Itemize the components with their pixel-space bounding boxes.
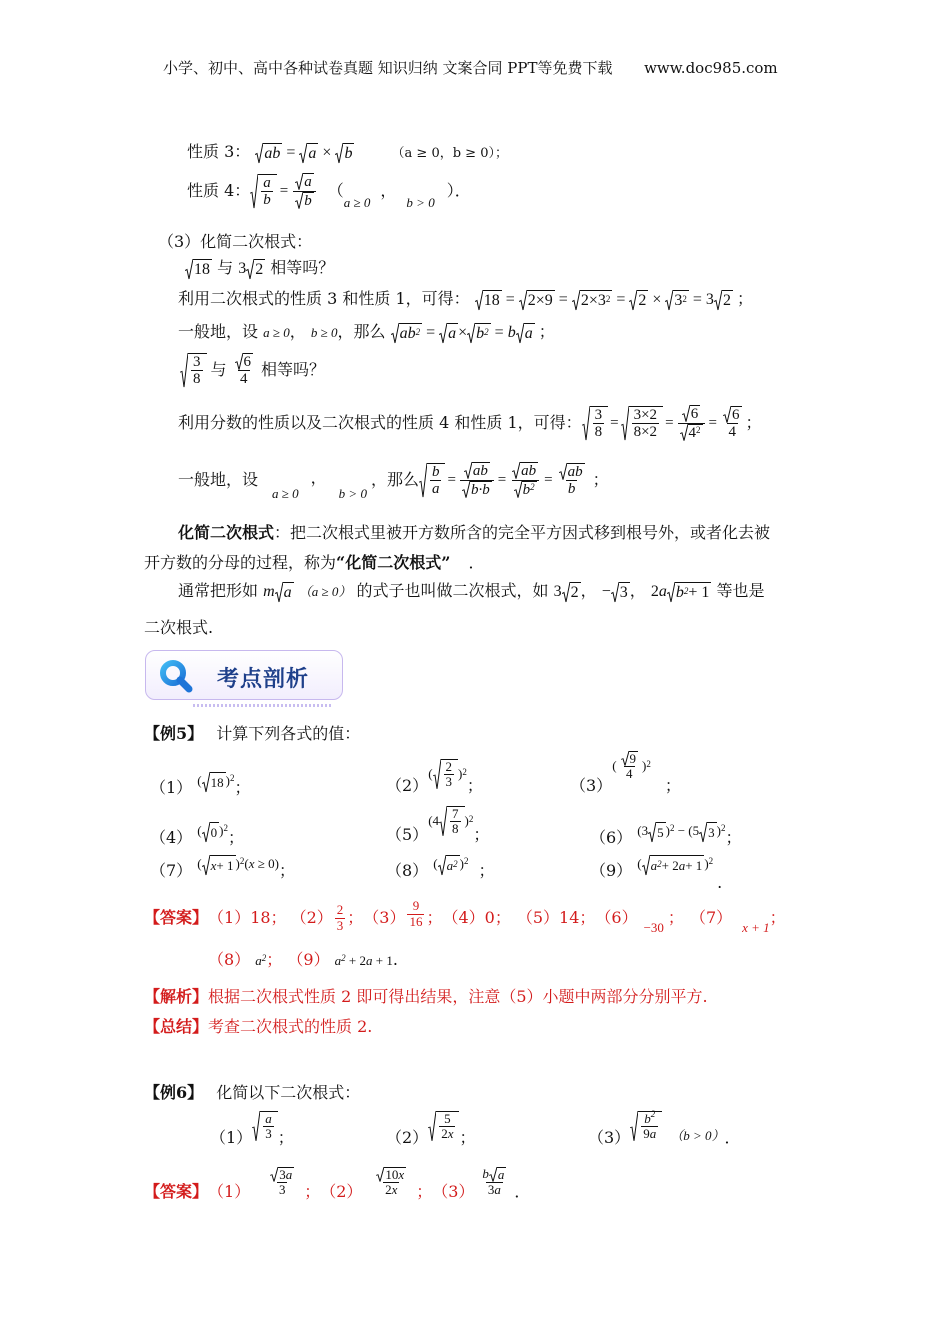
common-end: 等也是 xyxy=(716,581,765,600)
header-url[interactable]: www.doc985.com xyxy=(644,59,778,77)
example-6-prompt: 化简以下二次根式： xyxy=(216,1083,361,1102)
question-1: 18 与 3 2 相等吗？ xyxy=(185,258,334,280)
ex5-answer-2: （2） xyxy=(290,908,333,927)
ex6-item-2-label: （2） xyxy=(386,1128,429,1147)
ex6-item-2: （2） $\frac{5}{2x}$ ； xyxy=(386,1110,476,1147)
property-4-label: 性质 4： xyxy=(187,181,251,200)
question-2-mid: 与 xyxy=(210,360,227,379)
ex6-item-3-cond: （b > 0） xyxy=(670,1128,725,1143)
banner-title: 考点剖析 xyxy=(217,667,310,692)
common-form: 通常把形如 m a （a ≥ 0） 的式子也叫做二次根式，如 3 2 ， − 3 ， 2a b $^2$ + 1 等也是 xyxy=(178,581,765,601)
section-banner xyxy=(145,650,343,706)
general-1: 一般地，设 a ≥ 0， b ≥ 0，那么 ab $^2$ = a × b $^2$ = b a ； xyxy=(178,322,555,342)
ex5-item-5: （5） (4 $\frac{7}{8}$ ) $^2$ ； xyxy=(386,805,490,844)
ex5-item-2: （2） ( $\frac{2}{3}$ ) $^2$ ； xyxy=(386,758,483,795)
example-6-header xyxy=(144,1083,360,1103)
property-4-cond-a: a ≥ 0 xyxy=(343,195,371,210)
example-5-header xyxy=(144,724,360,744)
definition xyxy=(178,523,770,543)
ex6-item-3-label: （3） xyxy=(588,1128,631,1147)
ex5-item-6: （6） (3 5 )$^2$ − (5 3 )$^2$； xyxy=(590,823,742,847)
property-4: 性质 4： $\frac{a}{b}$ = $\frac{a}{b}$ （ a ≥ 0 ， b > 0 ）． xyxy=(187,166,471,216)
ex5-answer-4: （4）0； xyxy=(442,908,511,927)
derivation-1-text: 利用二次根式的性质 3 和性质 1，可得： xyxy=(178,289,470,308)
ex5-summary-text: 考查二次根式的性质 2. xyxy=(208,1017,373,1036)
ex5-answer-7: （7） xyxy=(689,908,733,927)
section-3-title: （3）化简二次根式： xyxy=(158,232,313,251)
ex5-item-3-label: （3） xyxy=(570,776,613,795)
ex5-answer-9: （9） xyxy=(287,950,330,969)
ex5-item-6-label: （6） xyxy=(590,828,633,847)
ex5-answer-7-value: x + 1 xyxy=(742,920,770,935)
definition-quote: “化简二次根式” xyxy=(336,553,451,572)
example-5-prompt: 计算下列各式的值： xyxy=(216,724,361,743)
ex5-answer-1: （1）18； xyxy=(208,908,287,927)
derivation-1: 利用二次根式的性质 3 和性质 1，可得： 18 = 2×9 = 2×3 $^2$ = 2 × 3 $^2$ = 3 2 ； xyxy=(178,289,753,309)
ex5-analysis-text: 根据二次根式性质 2 即可得出结果，注意（5）小题中两部分分别平方. xyxy=(208,987,708,1006)
example-5-label: 【例5】 xyxy=(144,724,204,743)
question-1-end: 相等吗？ xyxy=(270,258,335,277)
common-mid: 的式子也叫做二次根式，如 xyxy=(356,581,549,600)
ex5-item-1: （1） ( 18 )$^2$； xyxy=(150,773,251,797)
general-1-cond-a: a ≥ 0 xyxy=(263,325,290,340)
ex6-item-3: （3） $\frac{b^2}{9a}$ （b > 0） ． xyxy=(588,1108,741,1147)
ex5-item-7: （7） ( x + 1 )$^2$(x ≥ 0)； xyxy=(150,856,295,880)
general-1-cond-b: b ≥ 0 xyxy=(310,325,338,340)
ex5-answer-3: （3） xyxy=(363,908,406,927)
ex6-answer-1: （1） xyxy=(208,1182,251,1201)
definition-period: ． xyxy=(468,553,485,572)
property-4-cond-b: b > 0 xyxy=(406,195,435,210)
question-2: $\frac{3}{8}$ 与 $\frac{6}{4}$ 相等吗？ xyxy=(180,347,325,393)
general-1-pre: 一般地，设 xyxy=(178,322,259,341)
ex5-item-7-label: （7） xyxy=(150,861,193,880)
ex5-item-8: （8） ( a $^2$ )$^2$ ； xyxy=(386,856,495,880)
ex6-answer-3: （3） xyxy=(432,1182,475,1201)
ex6-answer: 【答案】 （1） 3 a 3 ； （2） 10 x 2x ； （3） b a 3a ． xyxy=(144,1165,531,1201)
ex5-answer-5: （5）14； xyxy=(516,908,596,927)
property-3-label: 性质 3： xyxy=(187,142,251,161)
ex5-analysis-label: 【解析】 xyxy=(144,987,209,1006)
property-3-condition: （a ≥ 0，b ≥ 0）； xyxy=(391,146,508,161)
banner-dashes xyxy=(193,704,333,707)
ex5-summary xyxy=(144,1017,372,1037)
definition-text-2: 开方数的分母的过程，称为 xyxy=(144,553,337,572)
ex5-item-3: （3） ( $\frac{9}{4}$ ) $^2$ ； xyxy=(570,750,681,795)
ex5-answer-row-1: 【答案】 （1）18； （2） $\frac{2}{3}$ ； （3） $\frac{9}{16}$ ； （4）0； （5）14； （6） −30 ； （7） x + 1 ； xyxy=(144,895,786,941)
question-2-end: 相等吗？ xyxy=(261,360,326,379)
header-text: 小学、初中、高中各种试卷真题 知识归纳 文案合同 PPT等免费下载 xyxy=(163,59,613,77)
definition-text-1: ：把二次根式里被开方数所含的完全平方因式移到根号外，或者化去被 xyxy=(274,523,771,542)
ex5-answer-8: （8） xyxy=(208,950,251,969)
general-2-pre: 一般地，设 xyxy=(178,470,259,489)
ex6-answer-2: （2） xyxy=(320,1182,363,1201)
definition-term: 化简二次根式 xyxy=(178,523,275,542)
ex5-item-9: （9） ( a $^2$ + 2 a + 1 )$^2$. xyxy=(590,856,723,892)
ex5-item-5-label: （5） xyxy=(386,825,429,844)
ex5-item-8-label: （8） xyxy=(386,861,429,880)
ex5-item-1-label: （1） xyxy=(150,778,193,797)
ex5-summary-label: 【总结】 xyxy=(144,1017,209,1036)
ex5-item-4-label: （4） xyxy=(150,828,193,847)
ex6-item-1: （1） $\frac{a}{3}$ ； xyxy=(210,1110,294,1147)
property-3-formula: ab = a × b xyxy=(255,144,358,161)
general-2: 一般地，设 a ≥ 0 ， b > 0 ，那么 $\frac{b}{a}$ = $\frac{ab}{b\cdot b}$ = ab b $^2$ = $\frac{ab}{b}$ ； xyxy=(178,463,609,501)
ex5-answer-6: （6） xyxy=(595,908,638,927)
ex6-answer-label: 【答案】 xyxy=(144,1182,209,1201)
ex5-answer-row-2: （8） $a^2$； （9） $a^2 + 2a + 1$. xyxy=(208,950,398,969)
ex5-answer-6-value: −30 xyxy=(643,920,664,935)
ex5-analysis xyxy=(144,987,708,1007)
property-3 xyxy=(187,142,508,164)
ex5-item-9-label: （9） xyxy=(590,861,633,880)
page-header xyxy=(163,58,778,78)
general-2-mid: ，那么 xyxy=(370,470,419,489)
ex5-answer-label: 【答案】 xyxy=(144,908,209,927)
common-pre: 通常把形如 xyxy=(178,581,259,600)
question-1-mid: 与 xyxy=(217,258,234,277)
ex5-item-4: （4） ( 0 )$^2$； xyxy=(150,823,244,847)
derivation-2: 利用分数的性质以及二次根式的性质 4 和性质 1，可得： $\frac{3}{8}$ = $\frac{3\times 2}{8\times 2}$ = 6 4 $^2$ = $\frac{6}{4}$ ； xyxy=(178,406,762,441)
example-6-label: 【例6】 xyxy=(144,1083,204,1102)
ex6-item-1-label: （1） xyxy=(210,1128,253,1147)
definition-line-2 xyxy=(144,553,484,573)
derivation-2-text: 利用分数的性质以及二次根式的性质 4 和性质 1，可得： xyxy=(178,413,582,432)
magnifier-icon xyxy=(159,659,193,693)
common-cond: （a ≥ 0） xyxy=(298,584,352,599)
property-4-formula: $\frac{a}{b}$ = $\frac{a}{b}$ xyxy=(250,173,317,209)
ex5-item-2-label: （2） xyxy=(386,776,429,795)
general-1-mid: ，那么 xyxy=(337,322,386,341)
common-line-2: 二次根式. xyxy=(144,618,214,637)
